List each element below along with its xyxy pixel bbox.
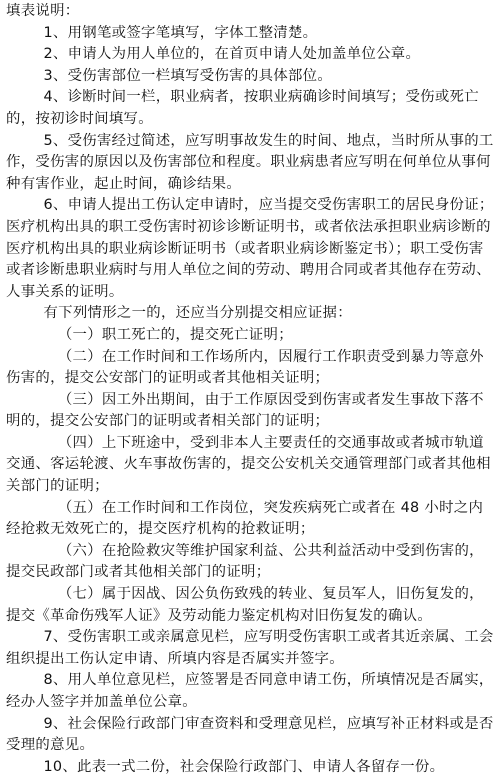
item-7: 7、受伤害职工或亲属意见栏，应写明受伤害职工或者其近亲属、工会组织提出工伤认定申请、所填内容是否属实并签字。 — [6, 629, 494, 667]
item-3: 3、受伤害部位一栏填写受伤害的具体部位。 — [43, 67, 333, 84]
evidence-item-3: （三）因工外出期间，由于工作原因受到伤害或者发生事故下落不明的，提交公安部门的证明或者相关部门的证明； — [6, 391, 484, 430]
item-2: 2、申请人为用人单位的，在首页申请人处加盖单位公章。 — [43, 46, 421, 63]
evidence-item-7: （七）属于因战、因公负伤致残的转业、复员军人，旧伤复发的，提交《革命伤残军人证》及劳动能力鉴定机构对旧伤复发的确认。 — [6, 586, 484, 624]
item-10: 10、此表一式二份，社会保险行政部门、申请人各留存一份。 — [43, 758, 445, 775]
item-4: 4、诊断时间一栏，职业病者，按职业病确诊时间填写；受伤或死亡的，按初诊时间填写。 — [6, 89, 479, 127]
instructions-title: 填表说明： — [6, 3, 80, 19]
evidence-intro: 有下列情形之一的，还应当分别提交相应证据： — [43, 305, 352, 322]
evidence-item-2: （二）在工作时间和工作场所内，因履行工作职责受到暴力等意外伤害的，提交公安部门的证明或者其他相关证明； — [6, 348, 484, 387]
item-6: 6、申请人提出工伤认定申请时，应当提交受伤害职工的居民身份证；医疗机构出具的职工受伤害时初诊诊断证明书，或者依法承担职业病诊断的医疗机构出具的职业病诊断证明书（或者职业病诊断鉴定书）；职工受伤害或者诊断患职业病时与用人单位之间的劳动、聘用合同或者其他存在劳动、人事关系的证明。 — [6, 197, 494, 300]
instructions-document — [6, 1, 496, 778]
item-9: 9、社会保险行政部门审查资料和受理意见栏，应填写补正材料或是否受理的意见。 — [6, 715, 494, 754]
evidence-item-5: （五）在工作时间和工作岗位，突发疾病死亡或者在 48 小时之内经抢救无效死亡的，提交医疗机构的抢救证明； — [6, 499, 484, 538]
evidence-item-6: （六）在抢险救灾等维护国家利益、公共利益活动中受到伤害的，提交民政部门或者其他相关部门的证明； — [6, 542, 484, 581]
item-5: 5、受伤害经过简述，应写明事故发生的时间、地点，当时所从事的工作，受伤害的原因以及伤害部位和程度。职业病患者应写明在何单位从事何种有害作业，起止时间，确诊结果。 — [6, 132, 494, 192]
item-8: 8、用人单位意见栏，应签署是否同意申请工伤，所填情况是否属实，经办人签字并加盖单位公章。 — [6, 672, 494, 710]
evidence-item-1: （一）职工死亡的，提交死亡证明； — [57, 326, 293, 343]
item-1: 1、用钢笔或签字笔填写，字体工整清楚。 — [43, 24, 318, 41]
evidence-item-4: （四）上下班途中，受到非本人主要责任的交通事故或者城市轨道交通、客运轮渡、火车事故伤害的，提交公安机关交通管理部门或者其他相关部门的证明； — [6, 434, 491, 495]
